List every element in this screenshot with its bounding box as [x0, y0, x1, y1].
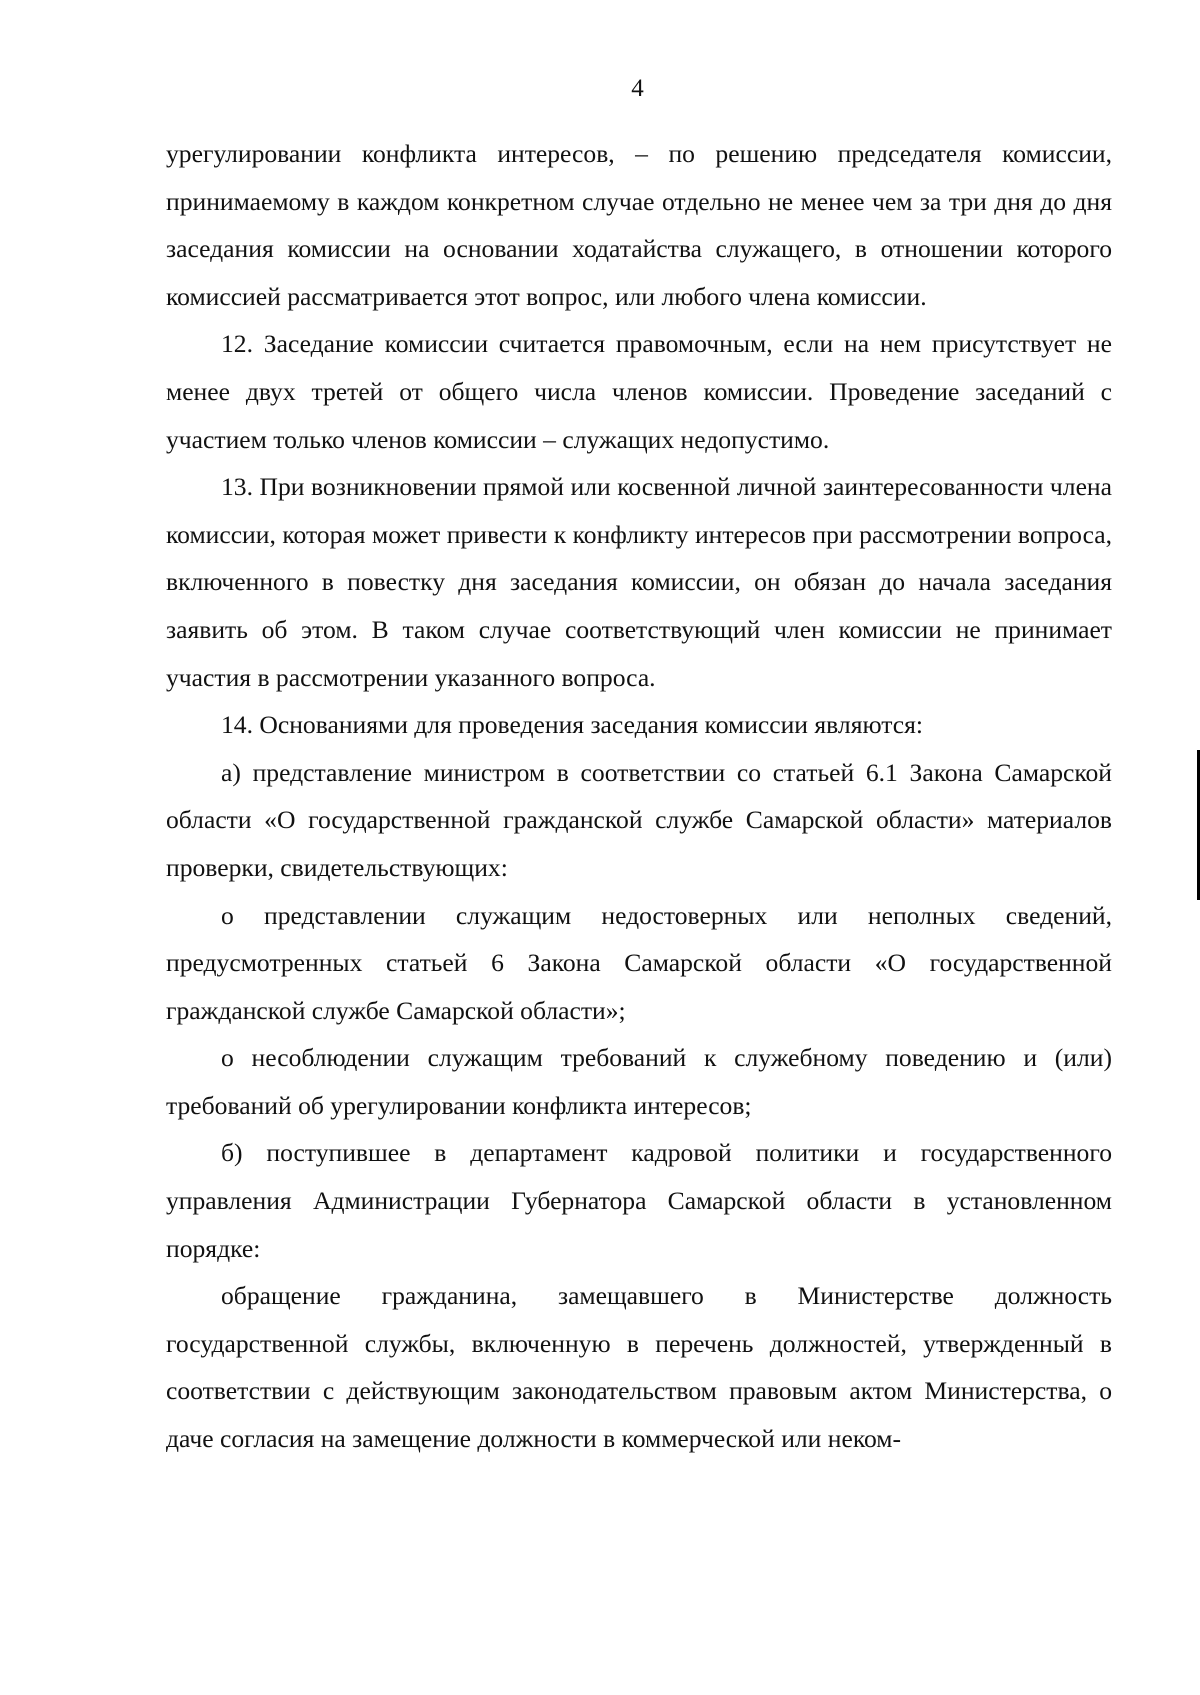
- paragraph-continuation: урегулировании конфликта интересов, – по решению председателя комиссии, принимаемому в каждом конкретном случае отдельно не менее чем за три дня до дня заседания комиссии на основании ходатайства служащего, в отношении которого комиссией рассматривается этот вопрос, или любого члена комиссии.: [166, 139, 1112, 311]
- page-number: 4: [631, 75, 644, 102]
- paragraph-14-grounds: 14. Основаниями для проведения заседания комиссии являются:: [221, 710, 923, 740]
- paragraph-14b-item-1: обращение гражданина, замещавшего в Министерстве должность государственной службы, включенную в перечень должностей, утвержденный в соответствии с действующим законодательством правовым актом Министерства, о даче согласия на замещение должности в коммерческой или неком-: [166, 1281, 1112, 1454]
- document-body: [166, 130, 1112, 1463]
- paragraph-14b: б) поступившее в департамент кадровой политики и государственного управления Администрации Губернатора Самарской области в установленном порядке:: [166, 1138, 1112, 1263]
- paragraph-14a-item-1: о представлении служащим недостоверных или неполных сведений, предусмотренных статьей 6 Закона Самарской области «О государственной гражданской службе Самарской области»;: [166, 900, 1112, 1025]
- paragraph-13-conflict: 13. При возникновении прямой или косвенной личной заинтересованности члена комиссии, которая может привести к конфликту интересов при рассмотрении вопроса, включенного в повестку дня заседания комиссии, он обязан до начала заседания заявить об этом. В таком случае соответствующий член комиссии не принимает участия в рассмотрении указанного вопроса.: [166, 472, 1112, 692]
- paragraph-14a-item-2: о несоблюдении служащим требований к служебному поведению и (или) требований об урегулировании конфликта интересов;: [166, 1043, 1112, 1120]
- paragraph-12-quorum: 12. Заседание комиссии считается правомочным, если на нем присутствует не менее двух третей от общего числа членов комиссии. Проведение заседаний с участием только членов комиссии – служащих недопустимо.: [166, 329, 1112, 454]
- paragraph-14a: а) представление министром в соответствии со статьей 6.1 Закона Самарской области «О государственной гражданской службе Самарской области» материалов проверки, свидетельствующих:: [166, 757, 1112, 882]
